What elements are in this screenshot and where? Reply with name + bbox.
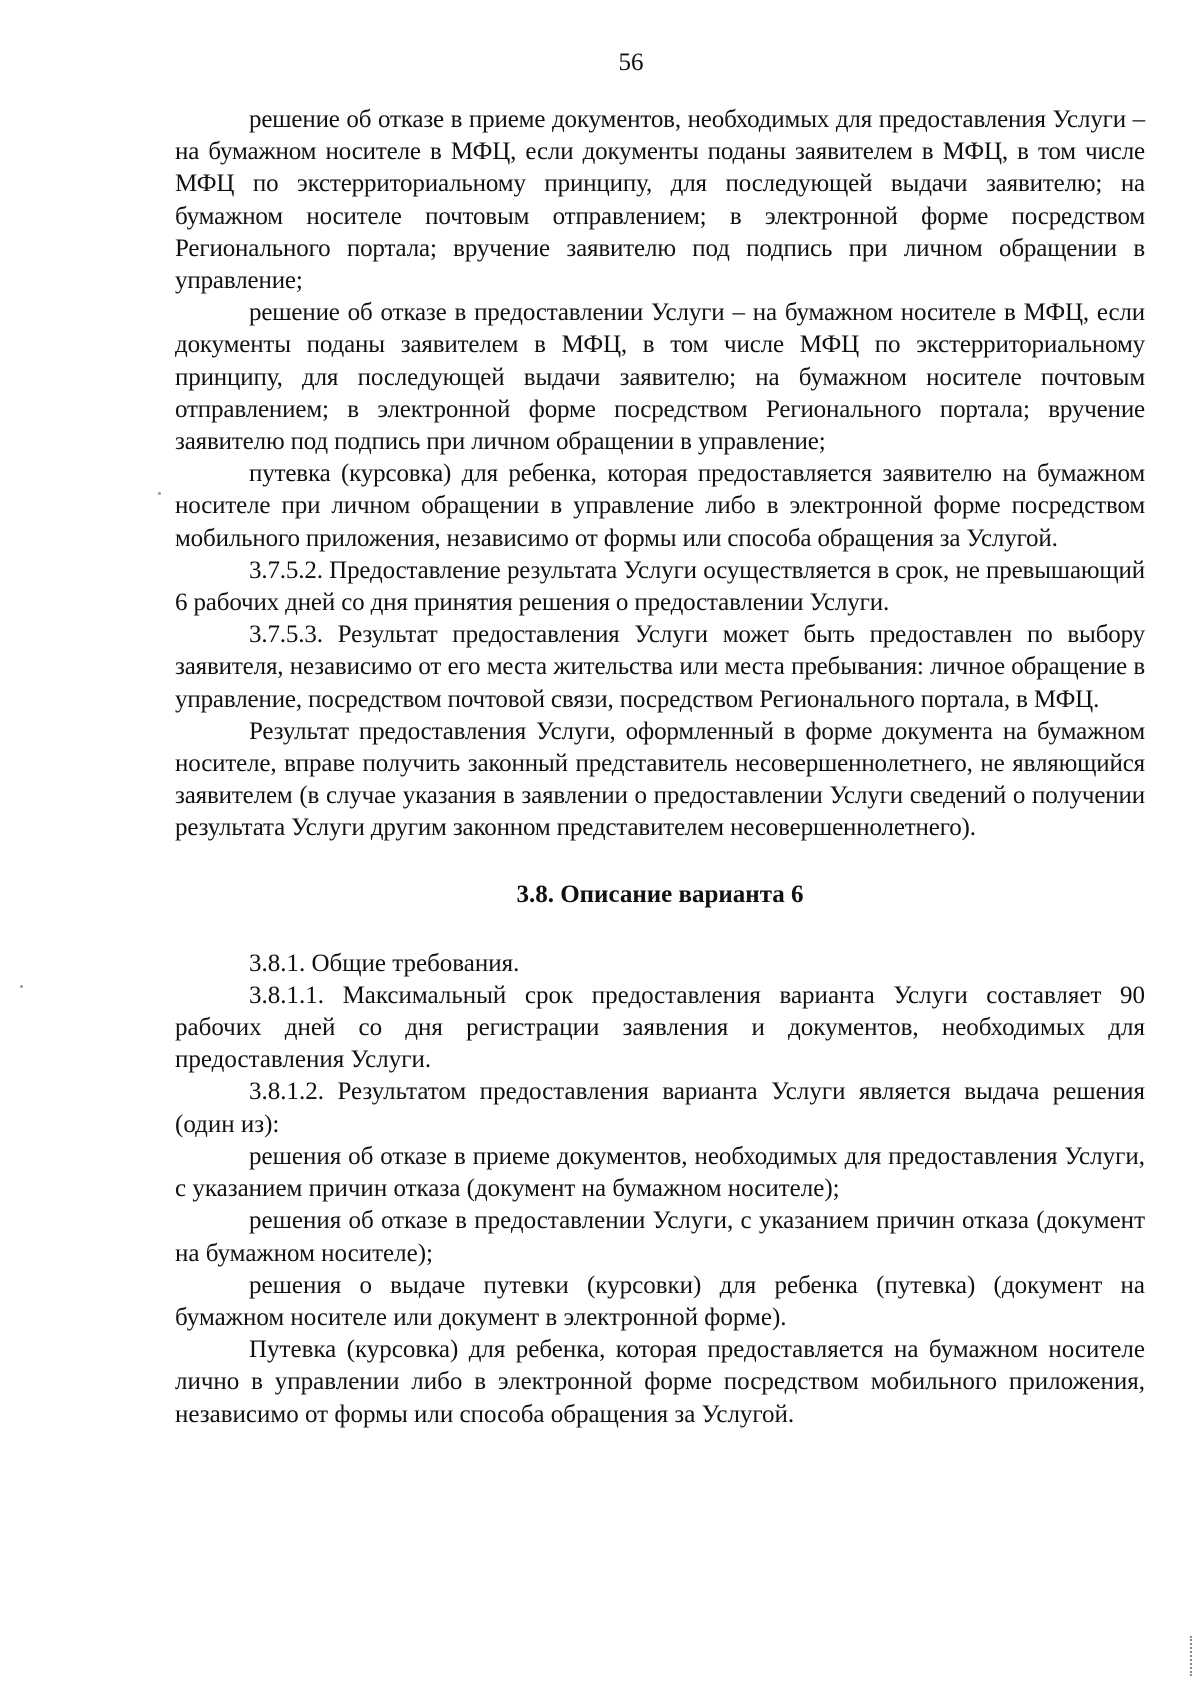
paragraph: Путевка (курсовка) для ребенка, которая предоставляется на бумажном носителе лично в управлении либо в электронной форме посредством мобильного приложения, независимо от формы или способа обращения за Услугой. [175, 1336, 1145, 1428]
paragraph: 3.8.1.1. Максимальный срок предоставления варианта Услуги составляет 90 рабочих дней со дня регистрации заявления и документов, необходимых для предоставления Услуги. [175, 981, 1145, 1074]
paragraph: 3.8.1.2. Результатом предоставления варианта Услуги является выдача решения (один из): [175, 1078, 1145, 1138]
paragraph: 3.7.5.3. Результат предоставления Услуги может быть предоставлен по выбору заявителя, независимо от его места жительства или места пребывания: личное обращение в управление, посредством почтовой связи, посредством Регионального портала, в МФЦ. [175, 621, 1145, 713]
page-number: 56 [618, 49, 644, 76]
paragraph: 3.8.1. Общие требования. [249, 949, 520, 977]
paragraph: решение об отказе в приеме документов, необходимых для предоставления Услуги – на бумажном носителе в МФЦ, если документы поданы заявителем в МФЦ, в том числе МФЦ по экстерриториальному принципу, для последующей выдачи заявителю; на бумажном носителе почтовым отправлением; в электронной форме посредством Регионального портала; вручение заявителю под подпись при личном обращении в управление; [175, 106, 1145, 295]
paragraph: решение об отказе в предоставлении Услуги – на бумажном носителе в МФЦ, если документы поданы заявителем в МФЦ, в том числе МФЦ по экстерриториальному принципу, для последующей выдачи заявителю; на бумажном носителе почтовым отправлением; в электронной форме посредством Регионального портала; вручение заявителю под подпись при личном обращении в управление; [175, 299, 1145, 456]
paragraph: путевка (курсовка) для ребенка, которая предоставляется заявителю на бумажном носителе при личном обращении в управление либо в электронной форме посредством мобильного приложения, независимо от формы или способа обращения за Услугой. [175, 460, 1145, 552]
scan-speck [158, 492, 161, 495]
paragraph: Результат предоставления Услуги, оформленный в форме документа на бумажном носителе, вправе получить законный представитель несовершеннолетнего, не являющийся заявителем (в случае указания в заявлении о предоставлении Услуги сведений о получении результата Услуги другим законном представителем несовершеннолетнего). [175, 717, 1145, 842]
paragraph: решения об отказе в приеме документов, необходимых для предоставления Услуги, с указанием причин отказа (документ на бумажном носителе); [175, 1142, 1145, 1203]
paragraph: 3.7.5.2. Предоставление результата Услуги осуществляется в срок, не превышающий 6 рабочих дней со дня принятия решения о предоставлении Услуги. [175, 556, 1145, 617]
scan-margin-mark [1190, 1636, 1194, 1676]
paragraph: решения о выдаче путевки (курсовки) для ребенка (путевка) (документ на бумажном носителе или документ в электронной форме). [175, 1271, 1145, 1331]
paragraph: решения об отказе в предоставлении Услуги, с указанием причин отказа (документ на бумажном носителе); [175, 1207, 1145, 1267]
document-body [175, 104, 1145, 1431]
section-heading: 3.8. Описание варианта 6 [516, 880, 804, 908]
scan-speck [20, 985, 23, 988]
